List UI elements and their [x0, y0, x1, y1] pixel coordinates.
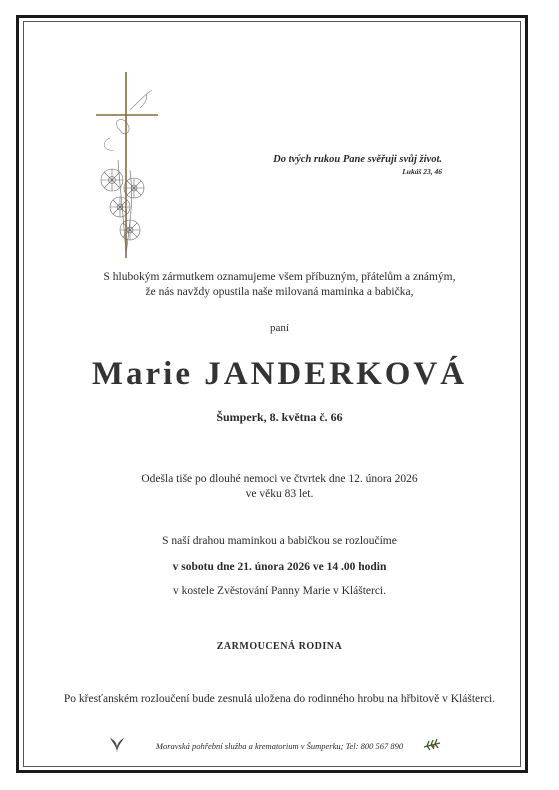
farewell-line: S naší drahou maminkou a babičkou se rozloučíme [162, 535, 397, 547]
burial-note: Po křesťanském rozloučení bude zesnulá uložena do rodinného hrobu na hřbitově v Klášterci. [63, 693, 496, 705]
ceremony-date-time: v sobotu dne 21. února 2026 ve 14 .00 hodin [172, 561, 387, 573]
footer-text: Moravská pohřební služba a krematorium v Šumperku; Tel: 800 567 890 [155, 741, 404, 751]
cross-with-flowers-icon [90, 70, 170, 260]
intro-line-2: že nás navždy opustila naše milovaná maminka a babička, [145, 286, 414, 298]
ceremony-place: v kostele Zvěstování Panny Marie v Klášterci. [172, 585, 386, 597]
bible-quote: Do tvých rukou Pane svěřuji svůj život. [273, 154, 442, 165]
pine-branch-icon [423, 737, 441, 753]
passing-line-1: Odešla tiše po dlouhé nemoci ve čtvrtek dne 12. února 2026 [141, 473, 418, 485]
deceased-name: Marie JANDERKOVÁ [91, 356, 468, 392]
honorific: paní [270, 322, 289, 334]
deceased-address: Šumperk, 8. května č. 66 [216, 410, 343, 424]
passing-line-2: ve věku 83 let. [245, 488, 314, 500]
bible-quote-reference: Lukáš 23, 46 [402, 167, 442, 176]
family-signature: ZARMOUCENÁ RODINA [216, 641, 343, 652]
intro-line-1: S hlubokým zármutkem oznamujeme všem příbuzným, přátelům a známým, [103, 271, 456, 283]
